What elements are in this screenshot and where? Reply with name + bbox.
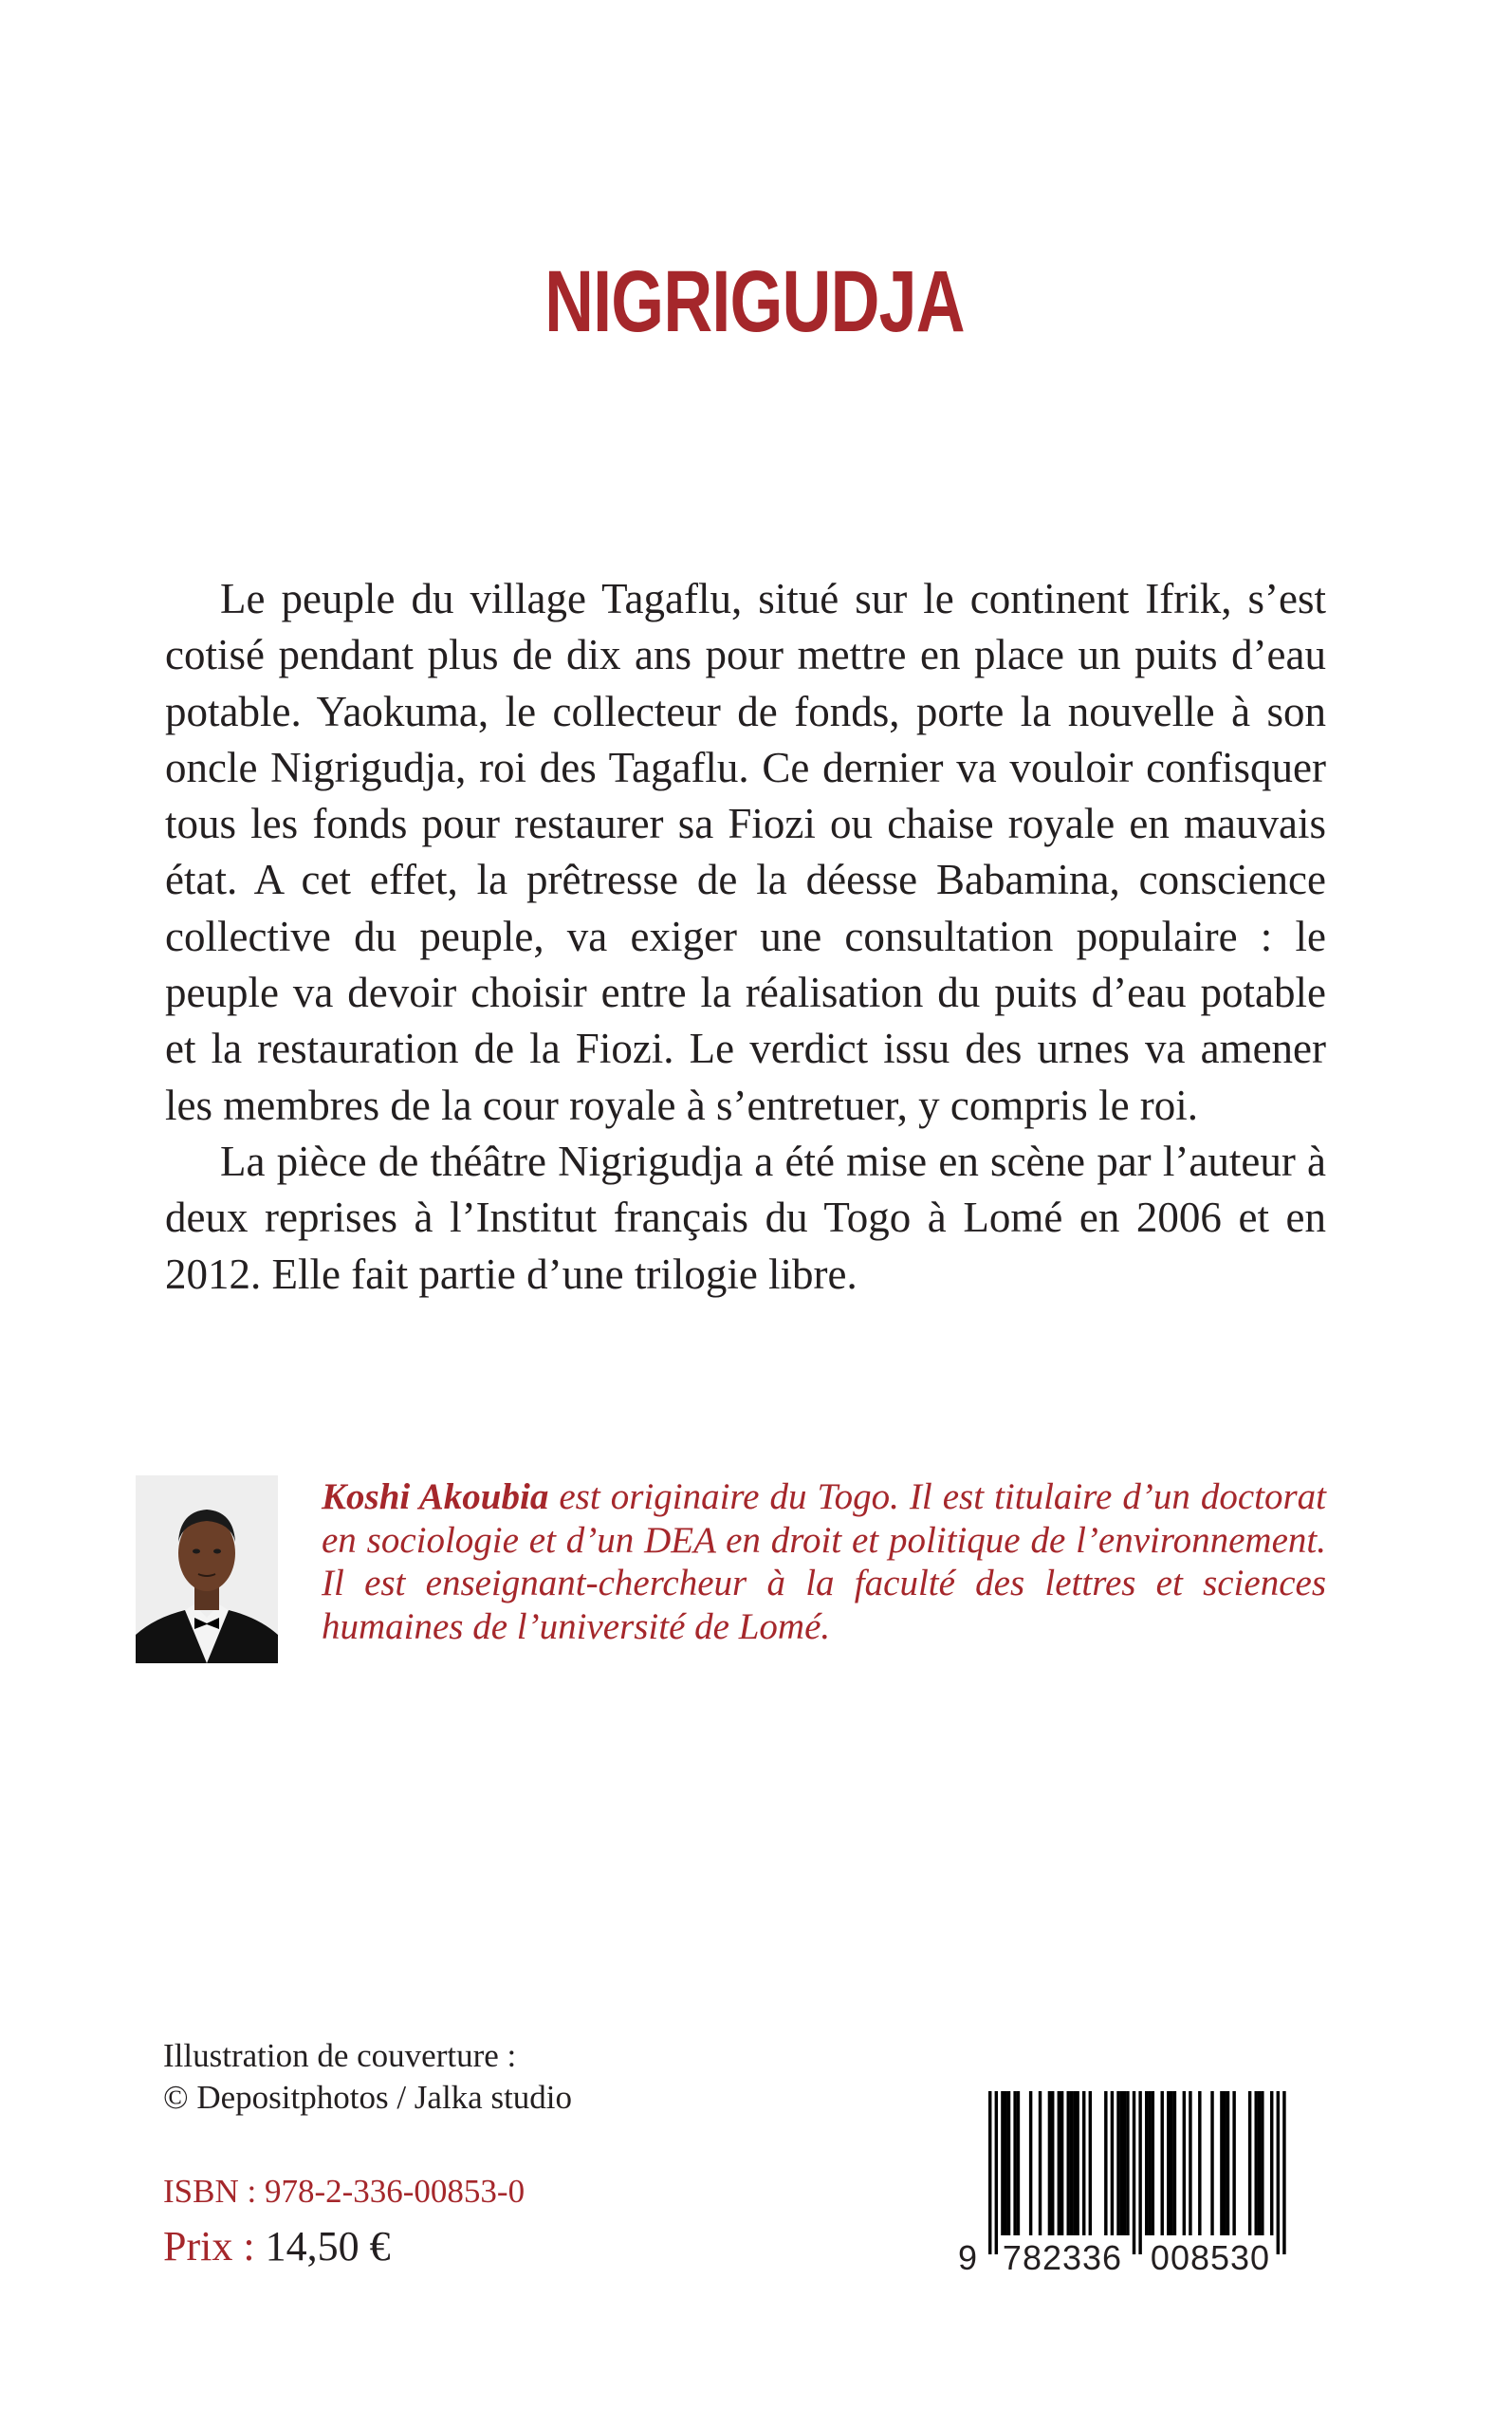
author-bio-text: est originaire du Togo. Il est titulaire d’un doctorat en sociologie et d’un DEA en droit et politique de l’environnement. Il est enseignant-chercheur à la faculté des lettres et sciences humaines de l’université de Lomé. bbox=[322, 1476, 1326, 1647]
barcode-first-digit: 9 bbox=[958, 2238, 978, 2277]
barcode-bar bbox=[1111, 2091, 1114, 2235]
barcode-right-digits: 008530 bbox=[1150, 2238, 1271, 2277]
cover-credits bbox=[163, 2035, 572, 2119]
barcode-bar bbox=[1126, 2091, 1129, 2235]
barcode-bar bbox=[1170, 2091, 1172, 2235]
barcode-bar bbox=[1001, 2091, 1004, 2235]
barcode-bar bbox=[1138, 2091, 1141, 2254]
barcode-bar bbox=[1167, 2091, 1170, 2235]
barcode-bar bbox=[1248, 2091, 1251, 2235]
isbn: ISBN : 978-2-336-00853-0 bbox=[163, 2173, 526, 2210]
barcode-bar bbox=[1210, 2091, 1213, 2235]
barcode-bar bbox=[1073, 2091, 1076, 2235]
barcode-bar bbox=[1173, 2091, 1176, 2235]
barcode-bar bbox=[1145, 2091, 1148, 2235]
barcode-bar bbox=[1017, 2091, 1020, 2235]
barcode-bar bbox=[995, 2091, 998, 2254]
barcode-bar bbox=[1133, 2091, 1135, 2254]
barcode-bar bbox=[1148, 2091, 1151, 2235]
barcode-bar bbox=[1051, 2091, 1054, 2235]
barcode-bar bbox=[1048, 2091, 1051, 2235]
barcode-bar bbox=[1152, 2091, 1154, 2235]
barcode-bar bbox=[1224, 2091, 1226, 2235]
book-title: NIGRIGUDJA bbox=[544, 253, 965, 350]
isbn-barcode bbox=[956, 2087, 1317, 2277]
barcode-bars bbox=[988, 2091, 1286, 2254]
barcode-bar bbox=[1189, 2091, 1191, 2235]
barcode-bar bbox=[1161, 2091, 1164, 2235]
barcode-bar bbox=[1123, 2091, 1126, 2235]
barcode-bar bbox=[1039, 2091, 1042, 2235]
barcode-bar bbox=[1060, 2091, 1063, 2235]
barcode-bar bbox=[1076, 2091, 1079, 2235]
price bbox=[163, 2222, 391, 2270]
barcode-bar bbox=[1067, 2091, 1070, 2235]
barcode-bar bbox=[1183, 2091, 1186, 2235]
barcode-bar bbox=[1070, 2091, 1073, 2235]
barcode-bar bbox=[1013, 2091, 1016, 2235]
barcode-bar bbox=[1277, 2091, 1280, 2254]
barcode-bar bbox=[1007, 2091, 1010, 2235]
barcode-bar bbox=[1116, 2091, 1119, 2235]
price-value: 14,50 € bbox=[265, 2223, 391, 2270]
author-name: Koshi Akoubia bbox=[322, 1476, 549, 1517]
barcode-bar bbox=[1261, 2091, 1263, 2235]
barcode-bar bbox=[1029, 2091, 1032, 2235]
author-bio bbox=[322, 1475, 1326, 1648]
credits-line: Illustration de couverture : bbox=[163, 2037, 517, 2074]
barcode-bar bbox=[1104, 2091, 1107, 2235]
barcode-bar bbox=[1226, 2091, 1229, 2235]
summary-paragraph: La pièce de théâtre Nigrigudja a été mise en scène par l’auteur à deux reprises à l’Institut français du Togo à Lomé en 2006 et en 2012. Elle fait partie d’une trilogie libre. bbox=[165, 1137, 1326, 1298]
barcode-bar bbox=[1258, 2091, 1261, 2235]
barcode-bar bbox=[1082, 2091, 1085, 2235]
barcode-bar bbox=[1220, 2091, 1223, 2235]
barcode-bar bbox=[1198, 2091, 1201, 2235]
barcode-bar bbox=[988, 2091, 991, 2254]
barcode-bar bbox=[1120, 2091, 1123, 2235]
barcode-bar bbox=[1255, 2091, 1258, 2235]
book-summary bbox=[165, 571, 1326, 1303]
summary-paragraph: Le peuple du village Tagaflu, situé sur le continent Ifrik, s’est cotisé pendant plus de dix ans pour mettre en place un puits d’eau potable. Yaokuma, le collecteur de fonds, porte la nouvelle à son oncle Nigrigudja, roi des Tagaflu. Ce dernier va vouloir confisquer tous les fonds pour restaurer sa Fiozi ou chaise royale en mauvais état. A cet effet, la prêtresse de la déesse Babamina, conscience collective du peuple, va exiger une consultation populaire : le peuple va devoir choisir entre la réalisation du puits d’eau potable et la restauration de la Fiozi. Le verdict issu des urnes va amener les membres de la cour royale à s’entretuer, y compris le roi. bbox=[165, 575, 1326, 1129]
author-photo bbox=[136, 1475, 278, 1663]
barcode-left-digits: 782336 bbox=[1002, 2238, 1123, 2277]
barcode-bar bbox=[1005, 2091, 1007, 2235]
price-label: Prix : bbox=[163, 2223, 266, 2270]
barcode-bar bbox=[1270, 2091, 1273, 2235]
barcode-bar bbox=[1058, 2091, 1060, 2235]
barcode-bar bbox=[1232, 2091, 1235, 2235]
barcode-bar bbox=[1089, 2091, 1092, 2235]
credits-line: © Depositphotos / Jalka studio bbox=[163, 2079, 573, 2116]
barcode-bar bbox=[1282, 2091, 1285, 2254]
